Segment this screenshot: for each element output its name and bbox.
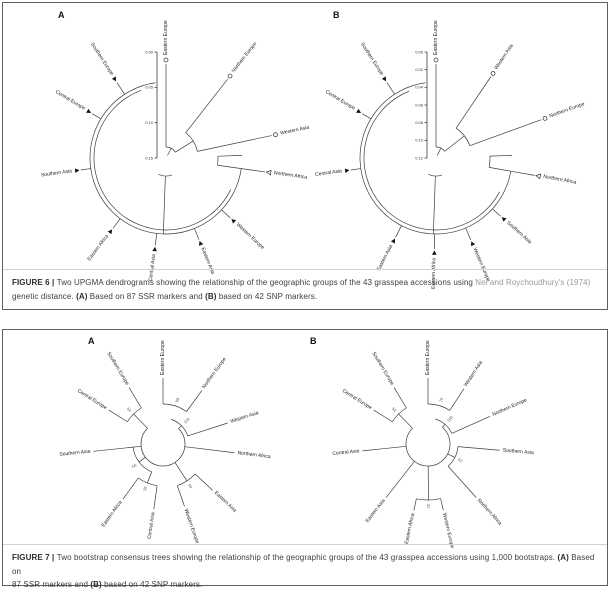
open-circle-marker-icon [227, 73, 233, 79]
filled-triangle-marker-icon [500, 215, 506, 221]
tip-branch-line [387, 83, 395, 95]
figure7-panel-a [59, 336, 271, 544]
bootstrap-value: 98 [174, 396, 180, 403]
filled-triangle-marker-icon [152, 246, 157, 251]
branch-connector-line [134, 414, 148, 428]
figure7-consensus-trees [3, 330, 607, 543]
scale-tick-label: 0.15 [145, 155, 154, 160]
filled-triangle-marker-icon [230, 217, 236, 223]
tip-label: Western Europe [235, 222, 266, 251]
tip-label: Western Asia [230, 410, 260, 425]
tip-branch-line [197, 136, 271, 152]
branch-connector-line [179, 426, 182, 429]
caption-text-segment: Based on 87 SSR markers and [87, 292, 205, 301]
tip-label: Central Asia [147, 512, 157, 540]
tip-label: Eastern Africa [404, 513, 416, 545]
tip-label: Western Europe [441, 513, 455, 550]
dendrogram-arc [94, 90, 231, 230]
dendrogram-arc [364, 91, 500, 230]
dendrogram-arc [489, 156, 490, 167]
tip-label: Central Europe [341, 388, 373, 411]
tip-branch-line [155, 233, 156, 245]
tip-branch-line [222, 210, 231, 218]
tip-label: Eastern Asia [213, 490, 238, 514]
tip-label: Central Asia [148, 254, 157, 282]
tip-label: Eastern Europe [425, 340, 431, 375]
caption-bold-segment: FIGURE 6 | [12, 278, 57, 287]
tip-label: Central Europe [324, 89, 356, 112]
scale-tick-label: 0.10 [415, 138, 424, 143]
tip-branch-line [450, 389, 464, 411]
branch-connector-line [175, 141, 193, 152]
open-circle-marker-icon [273, 132, 278, 137]
tip-branch-line [217, 165, 265, 172]
tip-label: Northern Europe [201, 356, 228, 390]
caption-separator [3, 544, 607, 545]
tip-label: Northern Africa [237, 450, 271, 460]
caption-text-segment: 87 SSR markers and [12, 580, 90, 589]
tip-label: Southern Asia [502, 448, 534, 457]
tip-branch-line [362, 446, 406, 451]
figure6-panel-a [41, 10, 310, 281]
branch-connector-line [167, 148, 171, 155]
open-circle-marker-icon [490, 71, 496, 77]
branch-connector-line [399, 414, 413, 428]
tip-branch-line [81, 169, 91, 170]
bootstrap-value: 39 [142, 485, 149, 492]
figure7-box [2, 329, 608, 586]
caption-text-segment: based on 42 SNP markers. [102, 580, 203, 589]
open-triangle-marker-icon [266, 170, 271, 175]
tip-label: Central Asia [332, 448, 360, 457]
open-triangle-marker-icon [535, 173, 540, 178]
bootstrap-value: 62 [457, 457, 464, 464]
bootstrap-value: 100 [182, 416, 191, 425]
tip-branch-line [129, 387, 141, 408]
branch-connector-line [433, 176, 435, 234]
caption-bold-segment: (B) [90, 580, 101, 589]
branch-connector-line [490, 155, 512, 156]
figure6-panel-b [315, 10, 586, 289]
filled-triangle-marker-icon [86, 109, 92, 115]
figure6-box [2, 2, 608, 310]
tip-label: Western Asia [463, 360, 484, 388]
tip-branch-line [394, 387, 406, 408]
tip-branch-line [177, 486, 184, 507]
tip-label: Eastern Europe [160, 340, 166, 375]
dendrogram-arc [163, 404, 187, 412]
tip-label: Western Europe [472, 247, 492, 283]
tip-label: Eastern Europe [163, 20, 169, 55]
tip-label: Northern Africa [274, 170, 308, 181]
filled-triangle-marker-icon [112, 76, 118, 82]
tip-branch-line [185, 447, 235, 453]
caption-text-segment: Two UPGMA dendrograms showing the relationship of the geographic groups of the 43 grasspea accessions using [57, 278, 476, 287]
dendrogram-arc [141, 428, 185, 466]
tip-label: Southern Europe [370, 351, 395, 387]
branch-connector-line [147, 472, 151, 483]
scale-tick-label: 0.08 [415, 120, 424, 125]
panel-letter: A [58, 10, 65, 20]
tip-branch-line [362, 114, 371, 119]
tip-branch-line [492, 209, 500, 216]
tip-label: Eastern Africa [431, 258, 438, 289]
dendrogram-arc [428, 404, 450, 410]
scale-tick-label: 0.00 [415, 49, 424, 54]
tip-branch-line [117, 83, 125, 95]
tip-branch-line [154, 486, 157, 510]
tip-label: Southern Europe [105, 351, 130, 387]
tip-label: Northern Africa [476, 498, 503, 527]
citation-link[interactable]: Nei and Roychoudhury's (1974) [475, 278, 590, 287]
tip-label: Southern Asia [59, 449, 91, 458]
tip-branch-line [466, 228, 471, 240]
panel-letter: B [310, 336, 317, 346]
tip-branch-line [186, 79, 228, 133]
bootstrap-value: 56 [131, 462, 138, 469]
dendrogram-arc [428, 174, 442, 176]
filled-triangle-marker-icon [108, 228, 114, 234]
tip-label: Western Europe [183, 508, 200, 544]
tip-branch-line [187, 391, 202, 412]
caption-separator [3, 269, 607, 270]
branch-connector-line [445, 136, 465, 151]
branch-connector-line [175, 462, 187, 480]
tip-branch-line [194, 228, 199, 239]
filled-triangle-marker-icon [345, 168, 350, 173]
tip-branch-line [458, 447, 500, 451]
tip-branch-line [123, 478, 138, 499]
figure6-dendrograms [3, 3, 607, 268]
dendrogram-arc [90, 83, 241, 234]
tip-label: Southern Europe [89, 42, 115, 77]
scale-tick-label: 0.10 [145, 120, 154, 125]
bootstrap-value: 64 [126, 406, 133, 413]
tip-label: Eastern Europe [433, 20, 439, 55]
open-circle-marker-icon [164, 58, 168, 62]
dendrogram-arc [406, 427, 450, 466]
tip-label: Eastern Asia [200, 247, 216, 275]
caption-bold-segment: (A) [76, 292, 87, 301]
tip-branch-line [386, 461, 414, 497]
filled-triangle-marker-icon [469, 240, 475, 246]
dendrogram-arc [217, 156, 218, 165]
tip-branch-line [188, 423, 228, 436]
bootstrap-value: 100 [446, 414, 455, 423]
tip-label: Northern Africa [543, 174, 577, 186]
scale-tick-label: 0.00 [145, 49, 154, 54]
filled-triangle-marker-icon [432, 250, 437, 254]
caption-text-segment: genetic distance. [12, 292, 76, 301]
panel-letter: A [88, 336, 95, 346]
open-circle-marker-icon [542, 116, 547, 121]
tip-label: Southern Europe [359, 42, 385, 77]
tip-label: Northern Europe [549, 101, 586, 119]
tip-label: Central Asia [315, 168, 343, 178]
tip-branch-line [396, 226, 402, 238]
tip-branch-line [195, 474, 213, 490]
tip-label: Eastern Asia [376, 244, 394, 272]
panel-letter: B [333, 10, 340, 20]
tip-label: Eastern Africa [86, 234, 110, 263]
caption-bold-segment: (B) [205, 292, 216, 301]
tip-label: Southern Asia [505, 220, 532, 245]
tip-branch-line [351, 169, 361, 170]
scale-tick-label: 0.05 [145, 85, 154, 90]
branch-connector-line [163, 176, 165, 234]
branch-connector-line [437, 148, 441, 155]
caption-bold-segment: (A) [558, 553, 569, 562]
branch-connector-line [218, 155, 242, 156]
tip-label: Eastern Africa [101, 500, 124, 529]
caption-text-segment: Based on [12, 553, 594, 576]
scale-tick-label: 0.04 [415, 85, 424, 90]
tip-branch-line [113, 219, 120, 229]
scale-tick-label: 0.02 [415, 67, 424, 72]
open-circle-marker-icon [434, 58, 438, 62]
caption-text-segment: based on 42 SNP markers. [217, 292, 318, 301]
tip-label: Northern Europe [231, 41, 259, 74]
tip-label: Western Asia [280, 125, 310, 137]
caption-bold-segment: FIGURE 7 | [12, 553, 57, 562]
filled-triangle-marker-icon [382, 76, 388, 82]
bootstrap-value: 32 [426, 504, 431, 509]
figure7-caption [12, 551, 598, 592]
tip-label: Eastern Asia [365, 498, 387, 524]
tip-branch-line [414, 499, 417, 511]
tip-branch-line [92, 114, 101, 119]
tip-branch-line [470, 120, 541, 146]
caption-text-segment: Two bootstrap consensus trees showing the relationship of the geographic groups of the 43 grasspea accessions using 1,000 bootstraps. [57, 553, 558, 562]
bootstrap-value: 99 [187, 483, 194, 490]
bootstrap-value: 54 [391, 406, 398, 413]
tip-branch-line [448, 466, 476, 497]
filled-triangle-marker-icon [356, 109, 362, 115]
dendrogram-arc [360, 83, 511, 234]
tip-branch-line [374, 410, 393, 422]
dendrogram-arc [158, 174, 172, 176]
filled-triangle-marker-icon [197, 240, 203, 246]
filled-triangle-marker-icon [75, 168, 80, 173]
tip-branch-line [441, 499, 444, 511]
figure6-caption [12, 276, 598, 303]
scale-tick-label: 0.06 [415, 102, 424, 107]
bootstrap-value: 76 [438, 396, 444, 402]
figure7-panel-b [310, 336, 534, 549]
branch-connector-line [139, 457, 145, 462]
tip-label: Western Asia [493, 43, 515, 71]
scale-tick-label: 0.12 [415, 155, 424, 160]
tip-branch-line [489, 167, 534, 175]
tip-label: Central Europe [54, 89, 86, 112]
tip-branch-line [109, 410, 128, 422]
tip-label: Central Europe [76, 388, 108, 411]
filled-triangle-marker-icon [391, 237, 397, 243]
tip-label: Northern Europe [492, 397, 528, 418]
tip-branch-line [456, 77, 491, 128]
tip-branch-line [452, 416, 490, 433]
branch-connector-line [442, 424, 445, 427]
branch-connector-line [448, 454, 455, 458]
tip-label: Southern Asia [41, 168, 73, 178]
